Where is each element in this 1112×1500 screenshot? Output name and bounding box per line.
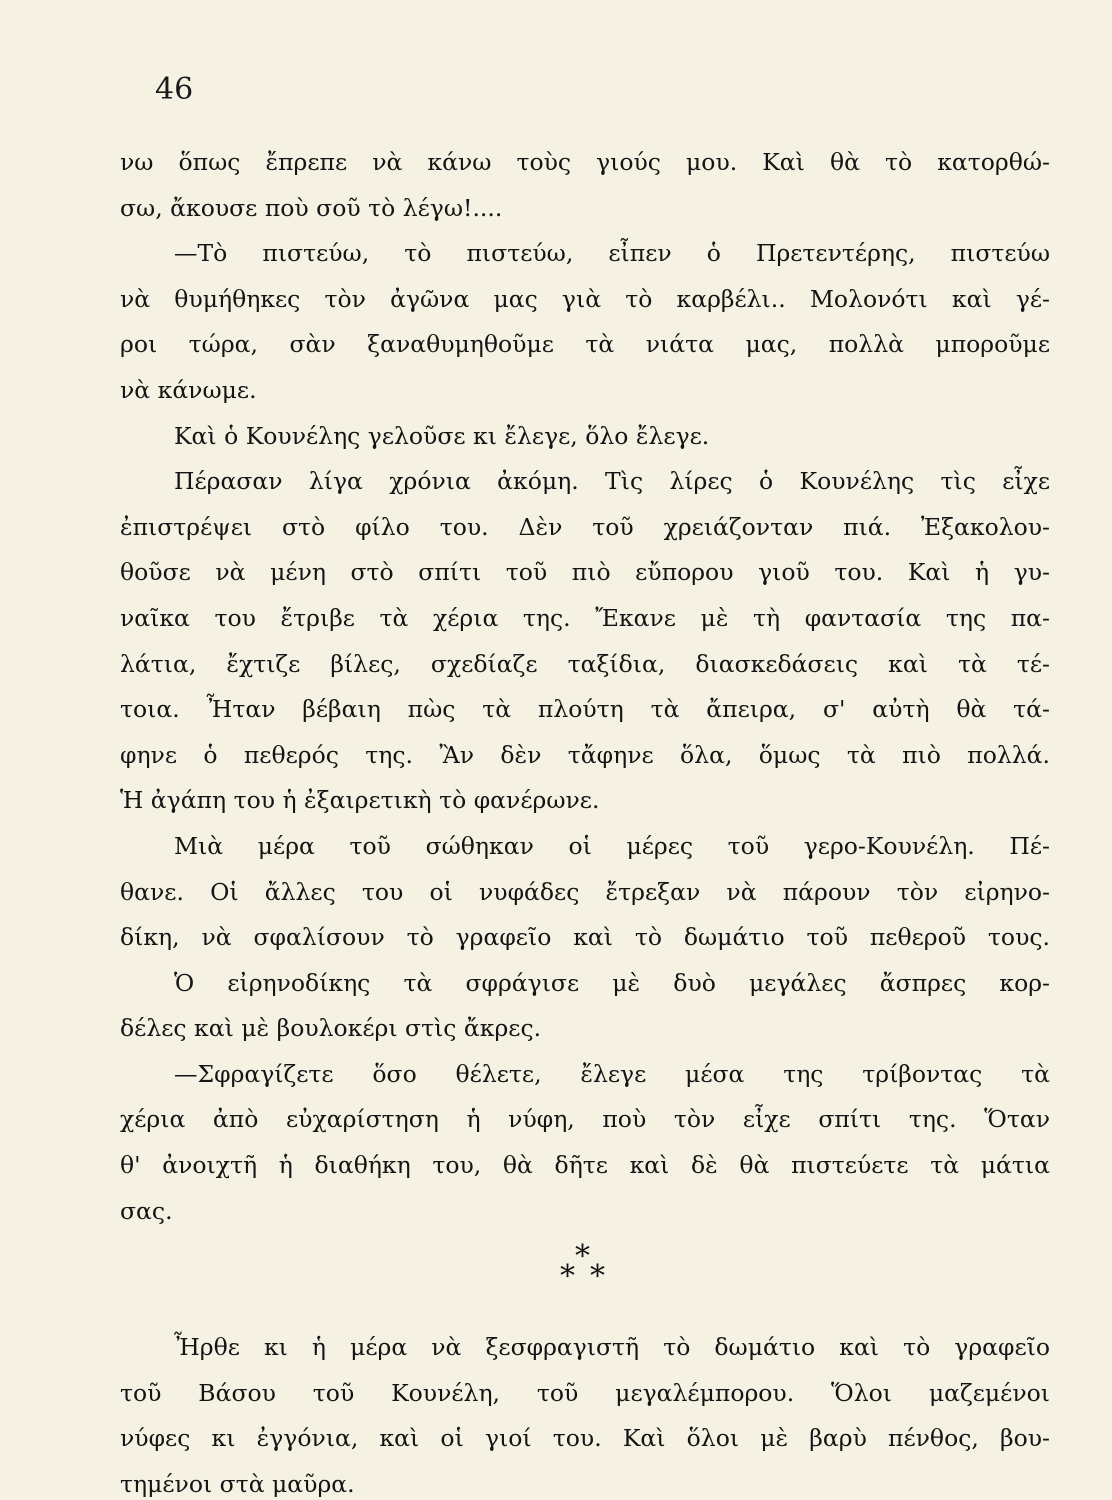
text-line: τημένοι στὰ μαῦρα. xyxy=(120,1470,355,1499)
text-line: τοῦ Βάσου τοῦ Κουνέλη, τοῦ μεγαλέμπορου. Ὅλοι μαζεμένοι xyxy=(120,1378,1050,1407)
asterisk-mark: * xyxy=(590,1259,605,1295)
text-line: —Σφραγίζετε ὅσο θέλετε, ἔλεγε μέσα της τρίβοντας τὰ xyxy=(174,1059,1050,1088)
text-line: θανε. Οἱ ἄλλες του οἱ νυφάδες ἔτρεξαν νὰ πάρουν τὸν εἰρηνο- xyxy=(120,877,1050,906)
page-number: 46 xyxy=(155,72,194,107)
text-line: Ὁ εἰρηνοδίκης τὰ σφράγισε μὲ δυὸ μεγάλες ἄσπρες κορ- xyxy=(174,968,1050,997)
asterisk-mark: * xyxy=(575,1239,590,1275)
text-line: νὰ θυμήθηκες τὸν ἀγῶνα μας γιὰ τὸ καρβέλι.. Μολονότι καὶ γέ- xyxy=(120,284,1050,313)
text-line: Μιὰ μέρα τοῦ σώθηκαν οἱ μέρες τοῦ γερο-Κουνέλη. Πέ- xyxy=(174,831,1050,860)
text-line: τοια. Ἦταν βέβαιη πὼς τὰ πλούτη τὰ ἄπειρα, σ' αὐτὴ θὰ τά- xyxy=(120,695,1050,724)
text-line: δίκη, νὰ σφαλίσουν τὸ γραφεῖο καὶ τὸ δωμάτιο τοῦ πεθεροῦ τους. xyxy=(120,923,1050,952)
section-separator xyxy=(120,1234,1050,1325)
text-line: —Τὸ πιστεύω, τὸ πιστεύω, εἶπεν ὁ Πρετεντέρης, πιστεύω xyxy=(174,239,1050,268)
text-line: νύφες κι ἐγγόνια, καὶ οἱ γιοί του. Καὶ ὅλοι μὲ βαρὺ πένθος, βου- xyxy=(120,1424,1050,1453)
text-line: θοῦσε νὰ μένη στὸ σπίτι τοῦ πιὸ εὔπορου γιοῦ του. Καὶ ἡ γυ- xyxy=(120,558,1050,587)
text-line: δέλες καὶ μὲ βουλοκέρι στὶς ἄκρες. xyxy=(120,1014,542,1043)
text-line: λάτια, ἔχτιζε βίλες, σχεδίαζε ταξίδια, διασκεδάσεις καὶ τὰ τέ- xyxy=(120,649,1050,678)
text-line: Ἦρθε κι ἡ μέρα νὰ ξεσφραγιστῆ τὸ δωμάτιο καὶ τὸ γραφεῖο xyxy=(174,1333,1050,1362)
text-line: φηνε ὁ πεθερός της. Ἂν δὲν τἄφηνε ὅλα, ὅμως τὰ πιὸ πολλά. xyxy=(120,740,1050,769)
text-line: σας. xyxy=(120,1196,173,1225)
text-line: σω, ἄκουσε ποὺ σοῦ τὸ λέγω!.... xyxy=(120,193,503,222)
text-line: ναῖκα του ἔτριβε τὰ χέρια της. Ἔκανε μὲ τὴ φαντασία της πα- xyxy=(120,603,1050,632)
body-text xyxy=(120,140,1050,1500)
text-line: Πέρασαν λίγα χρόνια ἀκόμη. Τὶς λίρες ὁ Κουνέλης τὶς εἶχε xyxy=(174,467,1050,496)
asterisk-mark: * xyxy=(560,1259,575,1295)
text-line: νὰ κάνωμε. xyxy=(120,375,257,404)
text-line: ἐπιστρέψει στὸ φίλο του. Δὲν τοῦ χρειάζονταν πιά. Ἐξακολου- xyxy=(120,512,1050,541)
text-line: ροι τώρα, σὰν ξαναθυμηθοῦμε τὰ νιάτα μας, πολλὰ μποροῦμε xyxy=(120,330,1050,359)
text-line: θ' ἀνοιχτῆ ἡ διαθήκη του, θὰ δῆτε καὶ δὲ θὰ πιστεύετε τὰ μάτια xyxy=(120,1151,1050,1180)
text-line: Ἡ ἀγάπη του ἡ ἐξαιρετικὴ τὸ φανέρωνε. xyxy=(120,786,600,815)
text-line: χέρια ἀπὸ εὐχαρίστηση ἡ νύφη, ποὺ τὸν εἶχε σπίτι της. Ὅταν xyxy=(120,1105,1050,1134)
text-line: Καὶ ὁ Κουνέλης γελοῦσε κι ἔλεγε, ὅλο ἔλεγε. xyxy=(174,421,710,450)
text-line: νω ὅπως ἔπρεπε νὰ κάνω τοὺς γιούς μου. Καὶ θὰ τὸ κατορθώ- xyxy=(120,148,1050,176)
